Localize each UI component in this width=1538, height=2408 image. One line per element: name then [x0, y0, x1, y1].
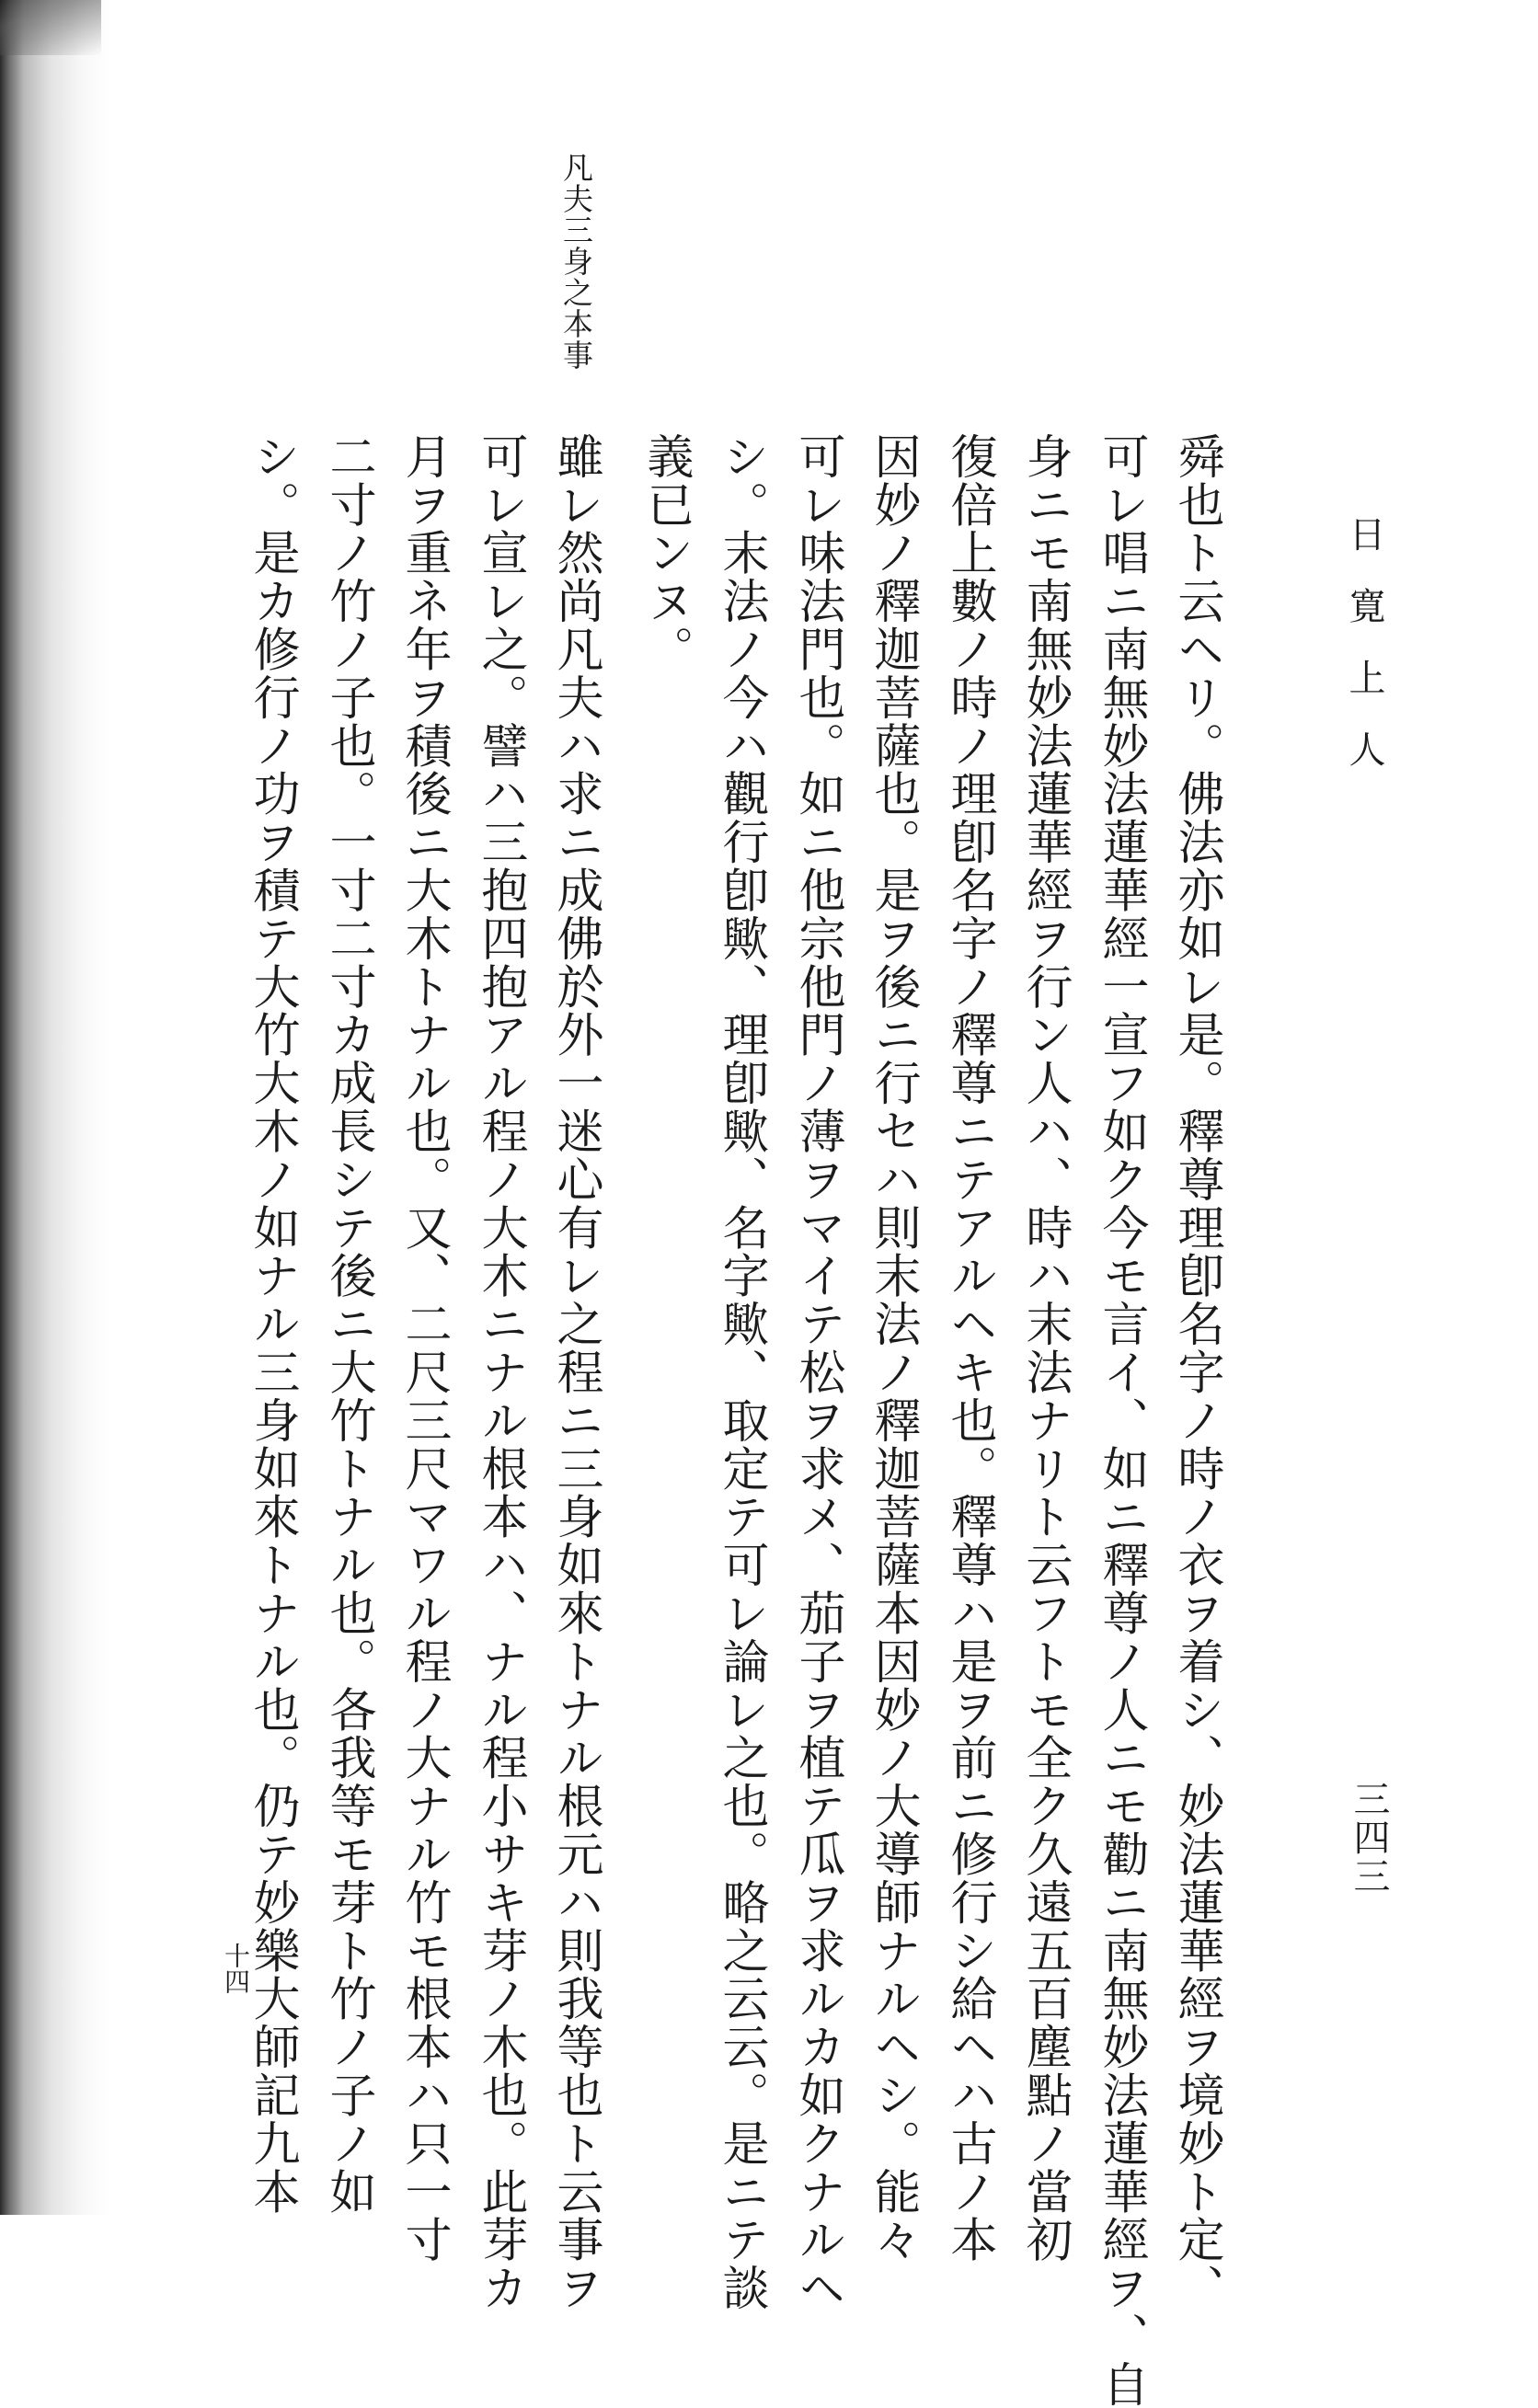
body-line: シ。末法ノ今ハ觀行卽歟、理卽歟、名字歟、取定テ可レ論レ之也。略之云云。是ニテ談: [714, 432, 768, 2312]
page-binding-shadow: [0, 0, 110, 2215]
body-line: 月ヲ重ネ年ヲ積後ニ大木トナル也。又、二尺三尺マワル程ノ大ナル竹モ根本ハ只一寸: [396, 432, 451, 2265]
body-line: シ。是カ修行ノ功ヲ積テ大竹大木ノ如ナル三身如來トナル也。仍テ妙樂大師記九本: [245, 432, 299, 2216]
body-line: 因妙ノ釋迦菩薩也。是ヲ後ニ行セハ則末法ノ釋迦菩薩本因妙ノ大導師ナルヘシ。能々: [866, 432, 920, 2265]
page-corner-shadow: [0, 0, 101, 55]
page-number: 三四三: [1348, 1780, 1390, 1896]
body-line: 雖レ然尚凡夫ハ求ニ成佛於外一迷心有レ之程ニ三身如來トナル根元ハ則我等也ト云事ヲ: [548, 432, 603, 2312]
body-line: 復倍上數ノ時ノ理卽名字ノ釋尊ニテアルヘキ也。釋尊ハ是ヲ前ニ修行シ給ヘハ古ノ本: [942, 432, 996, 2265]
body-line: 二寸ノ竹ノ子也。一寸二寸カ成長シテ後ニ大竹トナル也。各我等モ芽ト竹ノ子ノ如: [321, 432, 375, 2216]
section-heading: 凡夫三身之本事: [558, 152, 594, 371]
body-line: 可レ味法門也。如ニ他宗他門ノ薄ヲマイテ松ヲ求メ、茄子ヲ植テ瓜ヲ求ルカ如クナルヘ: [790, 432, 844, 2312]
body-line: 可レ宣レ之。譬ハ三抱四抱アル程ノ大木ニナル根本ハ、ナル程小サキ芽ノ木也。此芽カ: [473, 432, 527, 2312]
running-header-title: 日寛上人: [1343, 515, 1385, 802]
body-line: 義已ンヌ。: [638, 432, 693, 673]
body-line: 可レ唱ニ南無妙法蓮華經一宣フ如ク今モ言イ、如ニ釋尊ノ人ニモ勸ニ南無妙法蓮華經ヲ、自: [1094, 432, 1148, 2408]
body-line: 舜也ト云ヘリ。佛法亦如レ是。釋尊理卽名字ノ時ノ衣ヲ着シ、妙法蓮華經ヲ境妙ト定、: [1169, 432, 1223, 2312]
line-end-note: 十四: [221, 1943, 251, 1994]
body-line: 身ニモ南無妙法蓮華經ヲ行ン人ハ、時ハ末法ナリト云フトモ全ク久遠五百塵點ノ當初: [1017, 432, 1072, 2265]
